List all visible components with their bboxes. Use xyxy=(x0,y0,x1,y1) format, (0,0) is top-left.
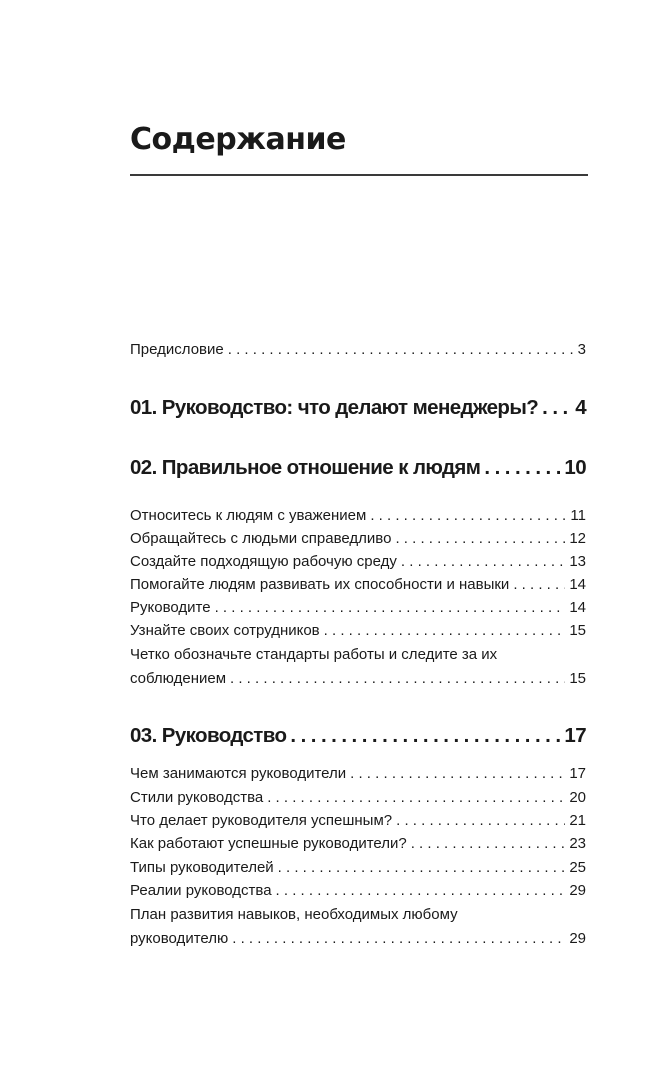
dot-leader xyxy=(542,396,571,420)
toc-page-number: 21 xyxy=(569,812,586,829)
toc-entry-text: Чем занимаются руководители xyxy=(130,765,347,782)
toc-entry-text: Относитесь к людям с уважением xyxy=(130,507,367,524)
toc-page-number: 14 xyxy=(569,599,586,616)
toc-chapter-title: 03. Руководство xyxy=(130,724,287,747)
toc-chapter-title: 01. Руководство: что делают менеджеры? xyxy=(130,396,539,419)
toc-entry-text: Реалии руководства xyxy=(130,882,272,899)
toc-entry xyxy=(130,930,586,947)
dot-leader xyxy=(278,859,566,876)
toc-page-number: 13 xyxy=(569,553,586,570)
toc-entry xyxy=(130,835,586,852)
toc-entry-text: Помогайте людям развивать их способности и навыки xyxy=(130,576,510,593)
toc-page-number: 15 xyxy=(569,670,586,687)
toc-entry-text: Руководите xyxy=(130,599,211,616)
toc-entry-text: соблюдением xyxy=(130,670,227,687)
toc-entry xyxy=(130,599,586,616)
title-rule xyxy=(130,174,588,176)
toc-entry-preface xyxy=(130,341,586,358)
dot-leader xyxy=(370,507,566,524)
toc-page-number: 20 xyxy=(569,789,586,806)
toc-entry xyxy=(130,530,586,547)
toc-entry-text: Создайте подходящую рабочую среду xyxy=(130,553,397,570)
toc-page-number: 17 xyxy=(564,724,586,747)
toc-entry-text: Предисловие xyxy=(130,341,224,358)
toc-page-number: 23 xyxy=(569,835,586,852)
toc-entry xyxy=(130,576,586,593)
toc-page-number: 17 xyxy=(569,765,586,782)
toc-chapter-title: 02. Правильное отношение к людям xyxy=(130,456,481,479)
toc-entry-text-line1: План развития навыков, необходимых любому xyxy=(130,906,458,923)
toc-page-number: 29 xyxy=(569,882,586,899)
page-title: Содержание xyxy=(130,122,346,157)
toc-entry xyxy=(130,859,586,876)
toc-entry xyxy=(130,670,586,687)
toc-entry-text: Как работают успешные руководители? xyxy=(130,835,407,852)
dot-leader xyxy=(276,882,566,899)
toc-entry xyxy=(130,622,586,639)
toc-page-number: 15 xyxy=(569,622,586,639)
toc-chapter-01 xyxy=(130,396,586,420)
toc-entry-text: Что делает руководителя успешным? xyxy=(130,812,393,829)
toc-entry-text: Типы руководителей xyxy=(130,859,274,876)
toc-entry-text: Стили руководства xyxy=(130,789,264,806)
dot-leader xyxy=(395,530,565,547)
dot-leader xyxy=(290,724,560,748)
dot-leader xyxy=(411,835,566,852)
dot-leader xyxy=(396,812,565,829)
dot-leader xyxy=(232,930,565,947)
toc-entry xyxy=(130,882,586,899)
dot-leader xyxy=(401,553,565,570)
toc-entry xyxy=(130,789,586,806)
toc-page-number: 25 xyxy=(569,859,586,876)
toc-entry-text: руководителю xyxy=(130,930,229,947)
dot-leader xyxy=(215,599,566,616)
dot-leader xyxy=(324,622,566,639)
toc-entry xyxy=(130,507,586,524)
toc-entry xyxy=(130,553,586,570)
toc-entry xyxy=(130,812,586,829)
dot-leader xyxy=(267,789,565,806)
toc-page-number: 29 xyxy=(569,930,586,947)
toc-entry xyxy=(130,765,586,782)
toc-entry-text: Обращайтесь с людьми справедливо xyxy=(130,530,392,547)
toc-entry-text-line1: Четко обозначьте стандарты работы и следите за их xyxy=(130,646,498,663)
toc-page-number: 12 xyxy=(569,530,586,547)
toc-page-number: 14 xyxy=(569,576,586,593)
toc-chapter-03 xyxy=(130,724,586,748)
toc-chapter-02 xyxy=(130,456,586,480)
dot-leader xyxy=(513,576,565,593)
dot-leader xyxy=(228,341,574,358)
toc-page-number: 11 xyxy=(570,507,586,524)
toc-entry-text: Узнайте своих сотрудников xyxy=(130,622,320,639)
toc-page-number: 4 xyxy=(575,396,586,419)
dot-leader xyxy=(230,670,565,687)
toc-page-number: 3 xyxy=(577,341,586,358)
toc-page-number: 10 xyxy=(564,456,586,479)
dot-leader xyxy=(484,456,560,480)
dot-leader xyxy=(350,765,565,782)
